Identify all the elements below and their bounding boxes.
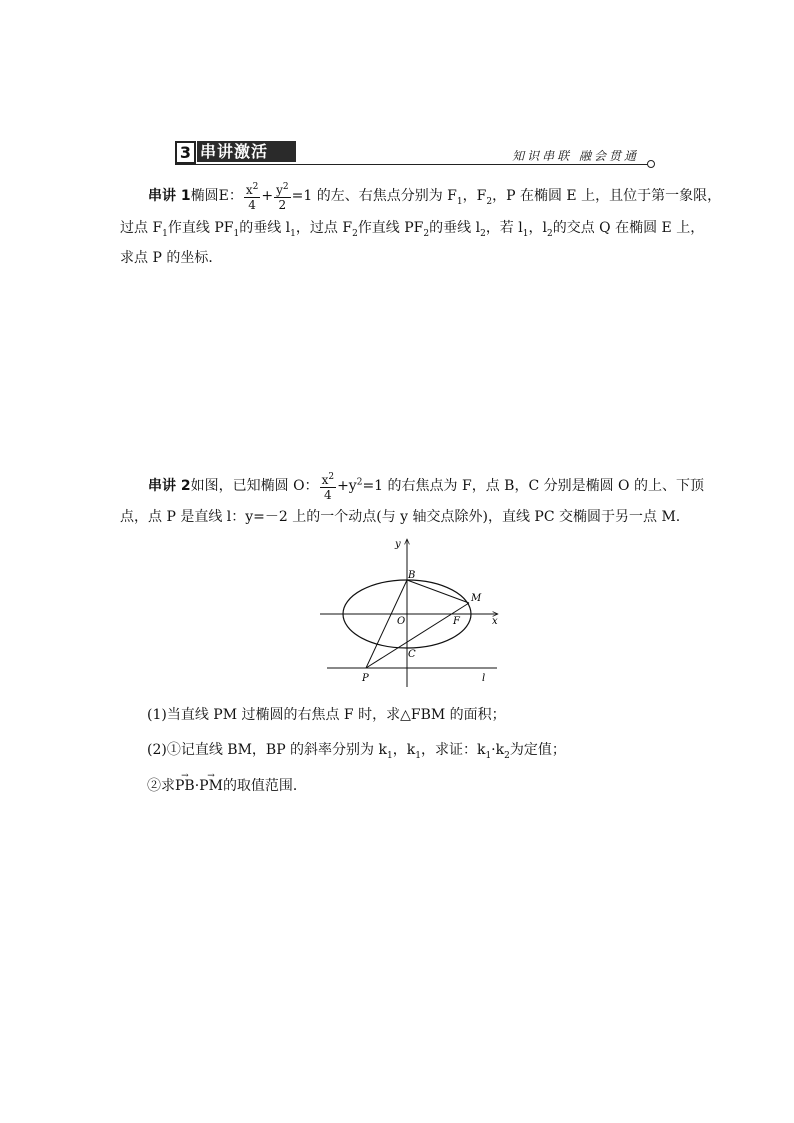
header-rule <box>175 164 649 165</box>
label-x-axis: x <box>492 616 498 627</box>
problem1-label: 串讲 1 <box>148 188 191 204</box>
problem1-line2: 过点 $F_1$作直线 $PF_1$的垂线 $l_1$，过点 $F_2$作直线 $PF_2$的垂线 $l_2$，若 $l_1$，$l_2$的交点 Q 在椭圆 E 上， <box>120 220 705 239</box>
label-C: C <box>408 649 416 660</box>
section-subtitle: 知识串联 融会贯通 <box>512 149 639 163</box>
question-2-2: ②求→ PB·→ PM的取值范围． <box>147 776 307 796</box>
label-O: O <box>397 616 406 627</box>
vector-PB: → PB <box>175 776 195 796</box>
fraction-x2-over-4-b: $\frac{x^2}{4}$ <box>321 472 335 502</box>
problem2-label: 串讲 2 <box>148 478 191 494</box>
label-B: B <box>408 570 416 581</box>
question-2-1: (2)①记直线 BM，BP 的斜率分别为 $k_1$，$k_1$，求证：$k_1\cdot k_2$为定值； <box>147 742 566 761</box>
segment-BM <box>407 580 469 603</box>
label-y-axis: y <box>395 539 401 550</box>
ellipse-figure <box>315 535 515 690</box>
section-header <box>175 139 655 167</box>
problem2-line2: 点，点 P 是直线 l：y=－2 上的一个动点(与 y 轴交点除外)，直线 PC 交椭圆于另一点 M. <box>120 509 681 525</box>
label-M: M <box>471 593 482 604</box>
problem2-line1: 串讲 2如图，已知椭圆 O： $\frac{x^2}{4}$ $+y^2=1$ 的右焦点为 F，点 B，C 分别是椭圆 O 的上、下顶 <box>148 472 704 502</box>
problem1-line3: 求点 P 的坐标． <box>120 250 223 266</box>
section-number: 3 <box>175 141 196 164</box>
label-P: P <box>362 673 369 684</box>
fraction-y2-over-2: $\frac{y^2}{2}$ <box>276 182 289 212</box>
label-l: l <box>482 673 486 684</box>
problem1-line1: 串讲 1椭圆E： $\frac{x^2}{4}$ + $\frac{y^2}{2}$ =1 的左、右焦点分别为 $F_1$，$F_2$，P 在椭圆 E 上，且位于第一象限， <box>148 182 722 212</box>
vector-PM: → PM <box>199 776 223 796</box>
header-end-dot <box>647 160 655 168</box>
fraction-x2-over-4: $\frac{x^2}{4}$ <box>245 182 259 212</box>
question-1: (1)当直线 PM 过椭圆的右焦点 F 时，求△FBM 的面积； <box>147 707 506 723</box>
section-title: 串讲激活 <box>197 141 296 162</box>
label-F: F <box>453 616 460 627</box>
